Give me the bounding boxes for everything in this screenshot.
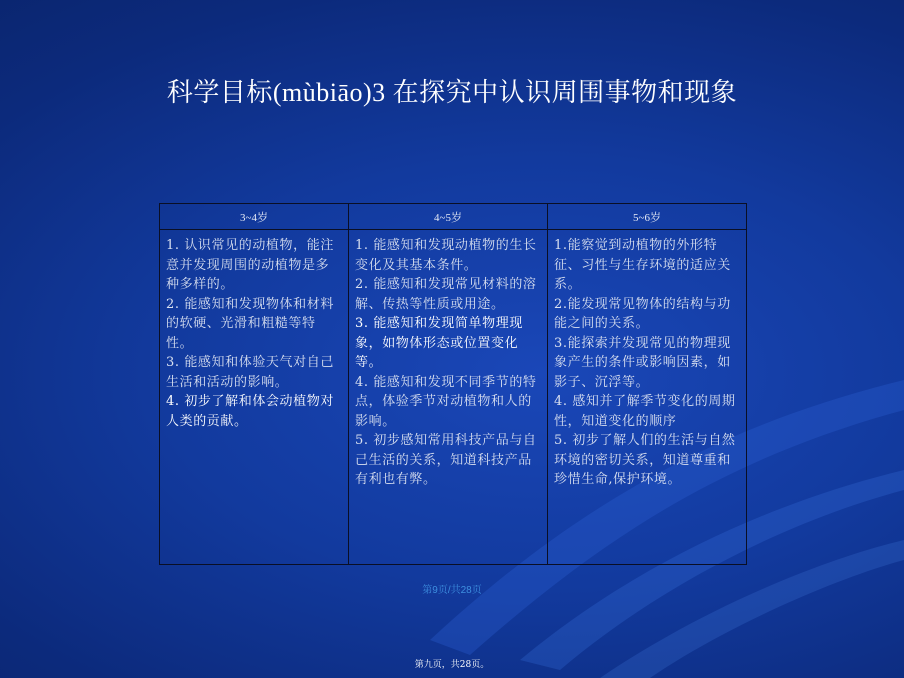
header-age-5-6: 5~6岁 — [548, 204, 747, 230]
goal-item: 3. 能感知和体验天气对自己生活和活动的影响。 — [166, 355, 334, 390]
goal-item: 3. 能感知和发现简单物理现象，如物体形态或位置变化等。 — [355, 316, 523, 370]
goal-item: 4. 感知并了解季节变化的周期性，知道变化的顺序 — [554, 394, 736, 429]
column-age-3-4 — [160, 230, 349, 565]
page-indicator: 第9页/共28页 — [422, 585, 482, 596]
goal-item: 1. 能感知和发现动植物的生长变化及其基本条件。 — [355, 238, 537, 273]
goal-item: 2. 能感知和发现物体和材料的软硬、光滑和粗糙等特性。 — [166, 296, 334, 351]
goal-item: 3.能探索并发现常见的物理现象产生的条件或影响因素，如影子、沉浮等。 — [554, 335, 731, 390]
goal-item: 5. 初步感知常用科技产品与自己生活的关系，知道科技产品有利也有弊。 — [355, 433, 537, 487]
slide-title: 科学目标(mùbiāo)3 在探究中认识周围事物和现象 — [166, 78, 738, 107]
goal-item: 1. 认识常见的动植物，能注意并发现周围的动植物是多种多样的。 — [166, 238, 334, 292]
header-age-4-5: 4~5岁 — [349, 204, 548, 230]
goal-item: 4. 能感知和发现不同季节的特点，体验季节对动植物和人的影响。 — [355, 374, 537, 429]
column-age-4-5 — [349, 230, 548, 565]
table-row — [160, 230, 747, 565]
header-age-3-4: 3~4岁 — [160, 204, 349, 230]
goal-item: 2.能发现常见物体的结构与功能之间的关系。 — [554, 296, 731, 331]
goals-table — [159, 203, 746, 565]
table-header-row — [160, 204, 747, 230]
goal-item: 1.能察觉到动植物的外形特征、习性与生存环境的适应关系。 — [554, 238, 731, 292]
goal-item: 4. 初步了解和体会动植物对人类的贡献。 — [166, 394, 334, 429]
goal-item: 2. 能感知和发现常见材料的溶解、传热等性质或用途。 — [355, 277, 537, 312]
goal-item: 5. 初步了解人们的生活与自然环境的密切关系，知道尊重和珍惜生命,保护环境。 — [554, 433, 736, 487]
page-note: 第九页，共28页。 — [414, 660, 490, 670]
column-age-5-6 — [548, 230, 747, 565]
